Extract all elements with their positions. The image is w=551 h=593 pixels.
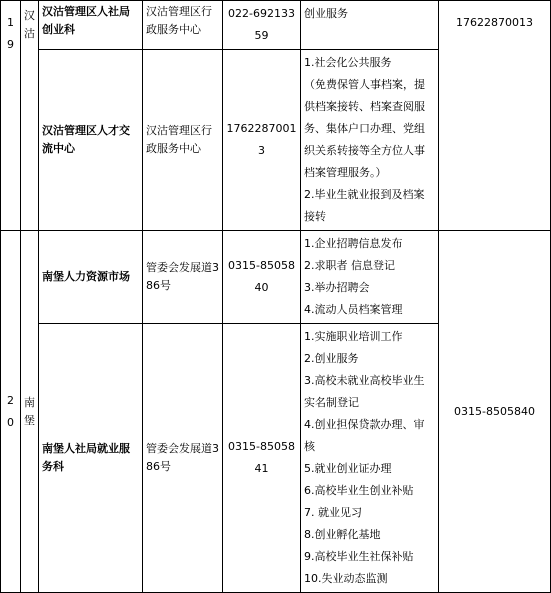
service-item: （免费保管人事档案，提供档案接转、档案查阅服务、集体户口办理、党组织关系转接等全方位人事档案管理服务。） xyxy=(304,78,425,179)
service-item: 2.求职者 信息登记 xyxy=(304,259,395,272)
org-services xyxy=(301,50,439,231)
org-services xyxy=(301,324,439,593)
service-item: 创业服务 xyxy=(304,7,348,20)
org-services xyxy=(301,1,439,50)
service-item: 4.创业担保贷款办理、审核 xyxy=(304,418,425,453)
org-address: 汉沽管理区行政服务中心 xyxy=(143,50,223,231)
row-number: 19 xyxy=(1,1,21,231)
service-item: 9.高校毕业生社保补贴 xyxy=(304,550,414,563)
org-tel: 0315-8505841 xyxy=(223,324,301,593)
service-item: 10.失业动态监测 xyxy=(304,572,388,585)
org-name: 汉沽管理区人社局创业科 xyxy=(39,1,143,50)
org-tel: 0315-8505840 xyxy=(223,231,301,324)
contact-phone: 17622870013 xyxy=(439,1,551,231)
org-name: 汉沽管理区人才交流中心 xyxy=(39,50,143,231)
area-name: 南堡 xyxy=(21,231,39,593)
service-item: 1.社会化公共服务 xyxy=(304,56,392,69)
org-address: 管委会发展道386号 xyxy=(143,324,223,593)
org-services xyxy=(301,231,439,324)
row-number: 20 xyxy=(1,231,21,593)
service-item: 1.企业招聘信息发布 xyxy=(304,237,403,250)
org-address: 汉沽管理区行政服务中心 xyxy=(143,1,223,50)
service-item: 2.创业服务 xyxy=(304,352,359,365)
service-item: 6.高校毕业生创业补贴 xyxy=(304,484,414,497)
contact-phone: 0315-8505840 xyxy=(439,231,551,593)
service-item: 3.高校未就业高校毕业生实名制登记 xyxy=(304,374,425,409)
org-name: 南堡人力资源市场 xyxy=(39,231,143,324)
org-tel: 022-69213359 xyxy=(223,1,301,50)
service-item: 2.毕业生就业报到及档案接转 xyxy=(304,188,425,223)
org-address: 管委会发展道386号 xyxy=(143,231,223,324)
service-item: 7. 就业见习 xyxy=(304,506,362,519)
service-item: 5.就业创业证办理 xyxy=(304,462,392,475)
service-item: 3.举办招聘会 xyxy=(304,281,370,294)
service-item: 4.流动人员档案管理 xyxy=(304,303,403,316)
table-row xyxy=(1,231,551,324)
area-name: 汉沽 xyxy=(21,1,39,231)
org-name: 南堡人社局就业服务科 xyxy=(39,324,143,593)
service-item: 1.实施职业培训工作 xyxy=(304,330,403,343)
table-row xyxy=(1,1,551,50)
org-tel: 17622870013 xyxy=(223,50,301,231)
service-item: 8.创业孵化基地 xyxy=(304,528,381,541)
